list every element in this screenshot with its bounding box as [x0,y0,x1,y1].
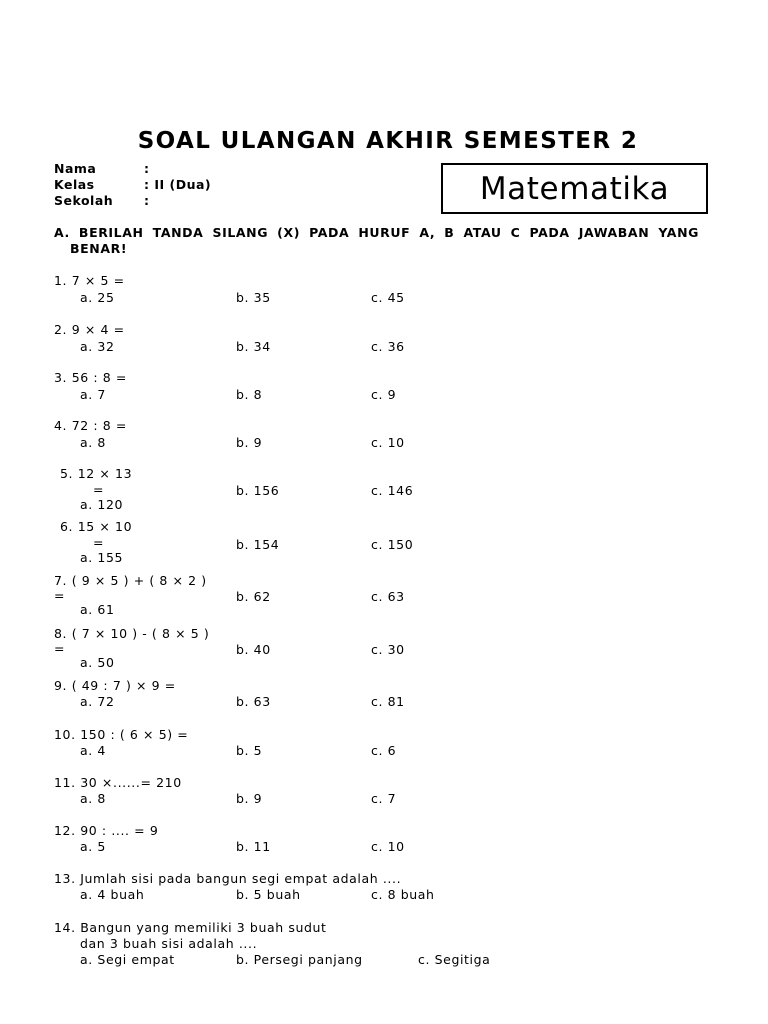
question-7-option-b: b. 62 [236,589,271,604]
question-4-option-a: a. 8 [80,435,106,450]
question-12-text: 12. 90 : .... = 9 [54,823,159,838]
question-12-option-b: b. 11 [236,839,271,854]
question-9-text: 9. ( 49 : 7 ) × 9 = [54,678,176,693]
question-6-text-cont: = [93,535,105,550]
question-6-option-c: c. 150 [371,537,414,552]
question-6-option-b: b. 154 [236,537,280,552]
question-12-option-a: a. 5 [80,839,106,854]
question-11-option-a: a. 8 [80,791,106,806]
question-2-option-b: b. 34 [236,339,271,354]
field-label-kelas: Kelas [54,177,95,192]
page-title: SOAL ULANGAN AKHIR SEMESTER 2 [137,128,639,154]
question-13-option-c: c. 8 buah [371,887,435,902]
question-3-text: 3. 56 : 8 = [54,370,127,385]
question-1-text: 1. 7 × 5 = [54,273,125,288]
question-5-text: 5. 12 × 13 [60,466,133,481]
question-14-text: 14. Bangun yang memiliki 3 buah sudut [54,920,327,935]
question-13-option-b: b. 5 buah [236,887,301,902]
question-9-option-a: a. 72 [80,694,115,709]
question-8-text: 8. ( 7 × 10 ) - ( 8 × 5 ) [54,626,210,641]
question-11-option-b: b. 9 [236,791,263,806]
question-5-text-cont: = [93,482,105,497]
question-5-option-c: c. 146 [371,483,414,498]
question-7-text: 7. ( 9 × 5 ) + ( 8 × 2 ) [54,573,207,588]
question-14-option-b: b. Persegi panjang [236,952,363,967]
field-label-sekolah: Sekolah [54,193,114,208]
field-value-sekolah: : [144,193,150,208]
subject-box [441,163,708,214]
question-3-option-b: b. 8 [236,387,263,402]
question-8-option-c: c. 30 [371,642,405,657]
question-8-text-cont: = [54,641,66,656]
question-9-option-c: c. 81 [371,694,405,709]
question-14-option-a: a. Segi empat [80,952,175,967]
question-10-text: 10. 150 : ( 6 × 5) = [54,727,189,742]
field-label-nama: Nama [54,161,97,176]
instruction-line-1: A. BERILAH TANDA SILANG (X) PADA HURUF A, B ATAU C PADA JAWABAN YANG [54,225,699,240]
field-value-kelas: : II (Dua) [144,177,212,192]
question-13-option-a: a. 4 buah [80,887,145,902]
field-value-nama: : [144,161,150,176]
question-6-option-a: a. 155 [80,550,124,565]
question-7-option-a: a. 61 [80,602,115,617]
question-8-option-b: b. 40 [236,642,271,657]
question-1-option-c: c. 45 [371,290,405,305]
question-2-option-c: c. 36 [371,339,405,354]
question-14-text-cont: dan 3 buah sisi adalah .... [80,936,258,951]
question-6-text: 6. 15 × 10 [60,519,133,534]
question-3-option-a: a. 7 [80,387,106,402]
question-7-option-c: c. 63 [371,589,405,604]
question-2-option-a: a. 32 [80,339,115,354]
question-10-option-a: a. 4 [80,743,106,758]
instruction-line-2: BENAR! [70,241,128,256]
question-2-text: 2. 9 × 4 = [54,322,125,337]
question-9-option-b: b. 63 [236,694,271,709]
subject-title: Matematika [479,170,670,207]
question-13-text: 13. Jumlah sisi pada bangun segi empat adalah .... [54,871,402,886]
question-14-option-c: c. Segitiga [418,952,491,967]
question-7-text-cont: = [54,588,66,603]
question-4-option-c: c. 10 [371,435,405,450]
question-12-option-c: c. 10 [371,839,405,854]
question-11-text: 11. 30 ×......= 210 [54,775,182,790]
question-5-option-b: b. 156 [236,483,280,498]
question-10-option-b: b. 5 [236,743,263,758]
question-8-option-a: a. 50 [80,655,115,670]
question-4-option-b: b. 9 [236,435,263,450]
question-10-option-c: c. 6 [371,743,397,758]
question-1-option-b: b. 35 [236,290,271,305]
question-3-option-c: c. 9 [371,387,397,402]
question-11-option-c: c. 7 [371,791,397,806]
section-a-instruction [54,225,699,257]
question-1-option-a: a. 25 [80,290,115,305]
question-4-text: 4. 72 : 8 = [54,418,127,433]
question-5-option-a: a. 120 [80,497,124,512]
